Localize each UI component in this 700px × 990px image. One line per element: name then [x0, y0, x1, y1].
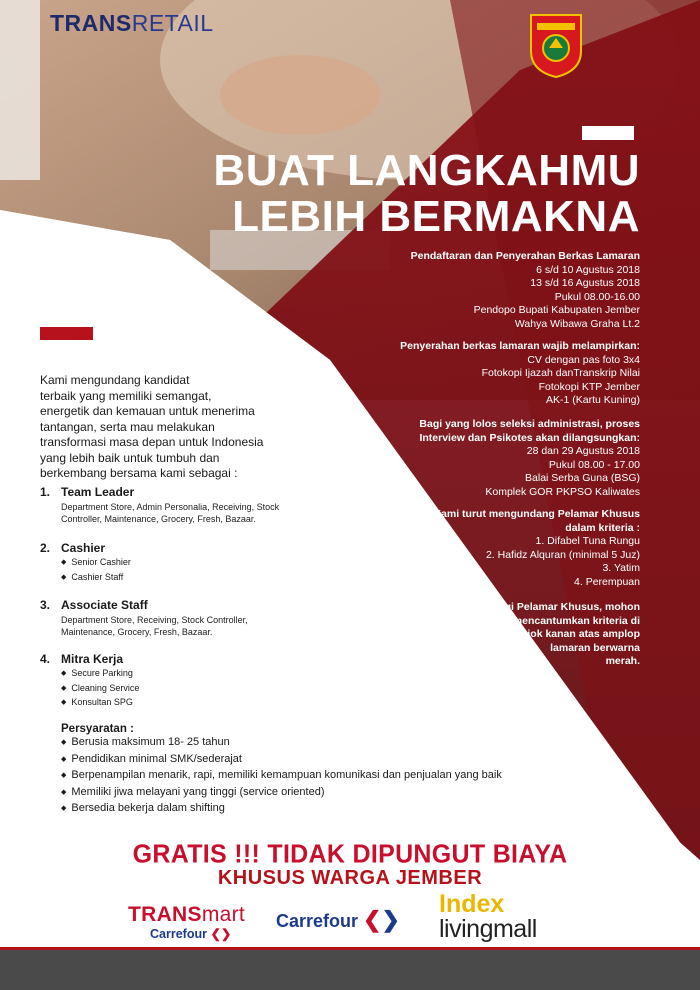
- list-item: ◆ Cleaning Service: [61, 682, 560, 697]
- position-description: Department Store, Admin Personalia, Receiving, Stock Controller, Maintenance, Grocery, Fresh, Bazaar.: [61, 501, 280, 524]
- documents-info: [400, 340, 640, 408]
- logo-retail-text: RETAIL: [131, 10, 214, 36]
- position-associate-staff: [40, 599, 560, 639]
- livingmall-logo-text: livingmall: [439, 915, 537, 943]
- special-note-line: mencantumkan kriteria di: [512, 614, 640, 627]
- carrefour-label: Carrefour: [276, 911, 359, 931]
- headline-line-2: LEBIH BERMAKNA: [232, 192, 640, 241]
- intro-line: terbaik yang memiliki semangat,: [40, 388, 212, 403]
- carrefour-icon: ❮❯: [210, 927, 232, 941]
- position-number: 4.: [40, 651, 51, 666]
- list-item: ◆ Pendidikan minimal SMK/sederajat: [61, 752, 560, 769]
- list-item: ◆ Konsultan SPG: [61, 696, 560, 711]
- special-note-line: merah.: [605, 655, 640, 667]
- requirements-title: Persyaratan :: [61, 722, 134, 735]
- intro-line: tantangan, serta mau melakukan: [40, 419, 215, 434]
- list-item: ◆ Senior Cashier: [61, 556, 560, 571]
- interview-title-2: Interview dan Psikotes akan dilangsungkan:: [419, 431, 640, 444]
- headline: [150, 148, 640, 240]
- intro-line: transformasi masa depan untuk Indonesia: [40, 435, 264, 449]
- free-notice: GRATIS !!! TIDAK DIPUNGUT BIAYA: [132, 839, 568, 869]
- transmart-trans-text: TRANS: [128, 903, 202, 926]
- index-logo-text: Index: [439, 890, 505, 918]
- accent-bar-left: [40, 327, 93, 340]
- special-criteria: 1. Difabel Tuna Rungu: [535, 535, 640, 547]
- requirements: [40, 723, 560, 818]
- documents-item: AK-1 (Kartu Kuning): [546, 394, 640, 406]
- interview-time: Pukul 08.00 - 17.00: [548, 458, 640, 471]
- position-title: Team Leader: [61, 485, 135, 499]
- accent-bar-top: [582, 126, 634, 140]
- documents-title: Penyerahan berkas lamaran wajib melampirkan:: [400, 340, 640, 352]
- transmart-logo: [128, 903, 245, 927]
- list-item: ◆ Secure Parking: [61, 667, 560, 682]
- list-item: ◆ Berusia maksimum 18- 25 tahun: [61, 735, 560, 752]
- special-criteria: 4. Perempuan: [574, 575, 640, 588]
- position-number: 1.: [40, 485, 51, 499]
- position-team-leader: [40, 486, 560, 526]
- intro-text: [40, 373, 290, 482]
- special-title-2: dalam kriteria :: [565, 521, 640, 534]
- special-note-line: lamaran berwarna: [550, 641, 640, 654]
- hand-shape: [220, 55, 380, 135]
- special-note-line: Bagi Pelamar Khusus, mohon: [491, 601, 640, 613]
- list-item: ◆ Cashier Staff: [61, 571, 560, 586]
- special-title-1: Kami turut mengundang Pelamar Khusus: [433, 508, 640, 520]
- transmart-carrefour-text: [150, 926, 231, 941]
- position-title: Cashier: [61, 540, 106, 555]
- documents-item: CV dengan pas foto 3x4: [527, 353, 640, 366]
- registration-date-1: 6 s/d 10 Agustus 2018: [536, 263, 640, 276]
- position-number: 3.: [40, 598, 51, 612]
- position-title: Mitra Kerja: [61, 651, 124, 666]
- documents-item: Fotokopi Ijazah danTranskrip Nilai: [481, 367, 640, 379]
- jember-emblem-icon: [527, 11, 585, 79]
- position-description: Department Store, Receiving, Stock Controller, Maintenance, Grocery, Fresh, Bazaar.: [61, 614, 248, 637]
- registration-title: Pendaftaran dan Penyerahan Berkas Lamaran: [410, 250, 640, 262]
- position-mitra-kerja: [40, 653, 560, 711]
- transmart-sub-label: Carrefour: [150, 927, 207, 941]
- transmart-mart-text: mart: [201, 903, 246, 926]
- documents-item: Fotokopi KTP Jember: [538, 380, 640, 393]
- interview-title-1: Bagi yang lolos seleksi administrasi, proses: [419, 418, 640, 430]
- carrefour-icon: ❮: [363, 907, 382, 932]
- interview-place-2: Komplek GOR PKPSO Kaliwates: [485, 485, 640, 498]
- interview-place-1: Balai Serba Guna (BSG): [525, 472, 640, 484]
- special-criteria: 2. Hafidz Alquran (minimal 5 Juz): [485, 548, 640, 561]
- intro-line: yang lebih baik untuk tumbuh dan: [40, 450, 220, 465]
- logo-trans-text: TRANS: [50, 10, 132, 36]
- intro-line: energetik dan kemauan untuk menerima: [40, 404, 255, 418]
- list-item: ◆ Berpenampilan menarik, rapi, memiliki kemampuan komunikasi dan penjualan yang baik: [61, 768, 560, 785]
- requirements-list: [61, 735, 560, 818]
- registration-date-2: 13 s/d 16 Agustus 2018: [530, 277, 640, 289]
- registration-place-1: Pendopo Bupati Kabupaten Jember: [473, 304, 640, 316]
- carrefour-icon-right: ❯: [381, 907, 400, 932]
- list-item: ◆ Memiliki jiwa melayani yang tinggi (service oriented): [61, 785, 560, 802]
- position-cashier: [40, 542, 560, 586]
- registration-place-2: Wahya Wibawa Graha Lt.2: [514, 317, 640, 330]
- position-title: Associate Staff: [61, 598, 148, 612]
- special-criteria: 3. Yatim: [602, 562, 640, 574]
- position-number: 2.: [40, 540, 51, 555]
- registration-time: Pukul 08.00-16.00: [554, 290, 640, 303]
- position-items: [61, 556, 560, 585]
- registration-info: [411, 250, 640, 331]
- list-item: ◆ Bersedia bekerja dalam shifting: [61, 801, 560, 818]
- jember-only-notice: KHUSUS WARGA JEMBER: [217, 867, 483, 889]
- intro-line: berkembang bersama kami sebagai :: [40, 466, 238, 480]
- intro-line: Kami mengundang kandidat: [40, 373, 190, 387]
- white-top-left: [0, 0, 40, 180]
- position-items: [61, 667, 560, 711]
- interview-date: 28 dan 29 Agustus 2018: [526, 445, 640, 457]
- special-note-line: pojok kanan atas amplop: [514, 628, 640, 640]
- transretail-logo: [50, 10, 214, 37]
- carrefour-logo: [276, 907, 400, 933]
- headline-line-1: BUAT LANGKAHMU: [213, 146, 640, 195]
- footer-bar: [0, 950, 700, 990]
- positions-list: [40, 486, 560, 818]
